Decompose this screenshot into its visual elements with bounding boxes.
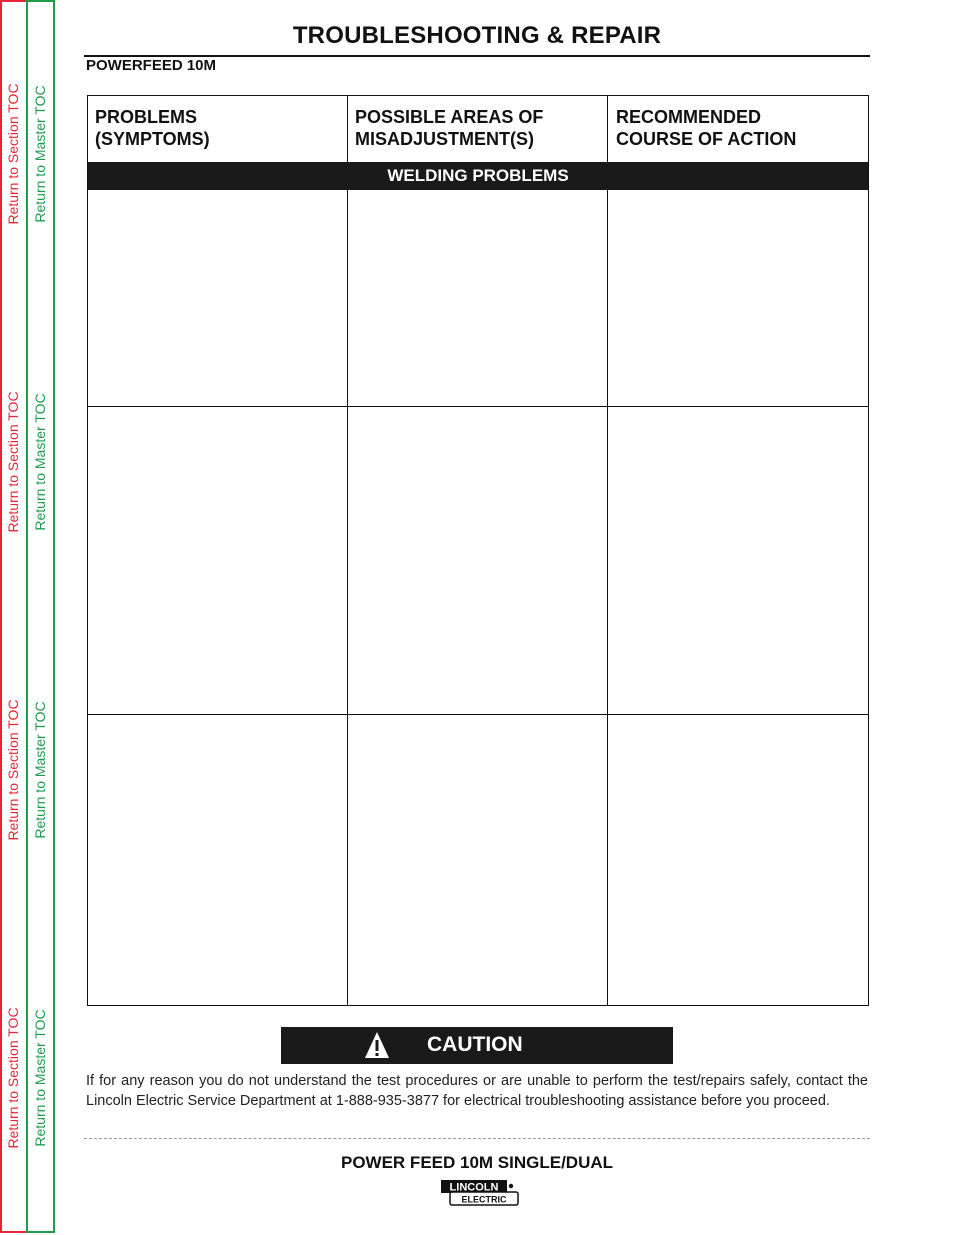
registered-mark (509, 1184, 513, 1188)
row-divider (88, 714, 868, 715)
caution-label: CAUTION (427, 1033, 523, 1056)
return-to-master-toc-link[interactable]: Return to Master TOC (32, 85, 48, 223)
footer-title: POWER FEED 10M SINGLE/DUAL (340, 1153, 614, 1172)
caution-note: If for any reason you do not understand the test procedures or are unable to perform the test/repairs safely, contact the Lincoln Electric Service Department at 1-888-935-3877 for electrical troubleshooting assistance before you proceed. (86, 1073, 868, 1109)
lincoln-electric-logo (440, 1179, 520, 1207)
return-to-section-toc-link[interactable]: Return to Section TOC (5, 83, 21, 225)
return-to-section-toc-link[interactable]: Return to Section TOC (5, 391, 21, 533)
return-to-master-toc-link[interactable]: Return to Master TOC (32, 1009, 48, 1147)
row-divider (88, 406, 868, 407)
column-divider (607, 96, 608, 1006)
return-to-section-toc-link[interactable]: Return to Section TOC (5, 699, 21, 841)
logo-text-lincoln: LINCOLN (449, 1181, 499, 1194)
welding-problems-band: WELDING PROBLEMS (88, 162, 868, 190)
return-to-master-toc-link[interactable]: Return to Master TOC (32, 393, 48, 531)
column-divider (347, 96, 348, 1006)
return-to-master-toc-link[interactable]: Return to Master TOC (32, 701, 48, 839)
troubleshooting-table (87, 95, 869, 1006)
return-to-section-toc-link[interactable]: Return to Section TOC (5, 1007, 21, 1149)
page-title: TROUBLESHOOTING & REPAIR (292, 22, 662, 49)
warning-triangle-icon (364, 1031, 390, 1059)
column-header-problems: PROBLEMS (SYMPTOMS) (95, 107, 210, 149)
column-header-course-of-action: RECOMMENDED COURSE OF ACTION (616, 107, 797, 149)
footer-divider (84, 1138, 870, 1139)
column-header-misadjustments: POSSIBLE AREAS OF MISADJUSTMENT(S) (355, 107, 544, 149)
caution-banner (281, 1027, 673, 1064)
logo-text-electric: ELECTRIC (461, 1194, 507, 1205)
page-subtitle: POWERFEED 10M (86, 57, 217, 74)
